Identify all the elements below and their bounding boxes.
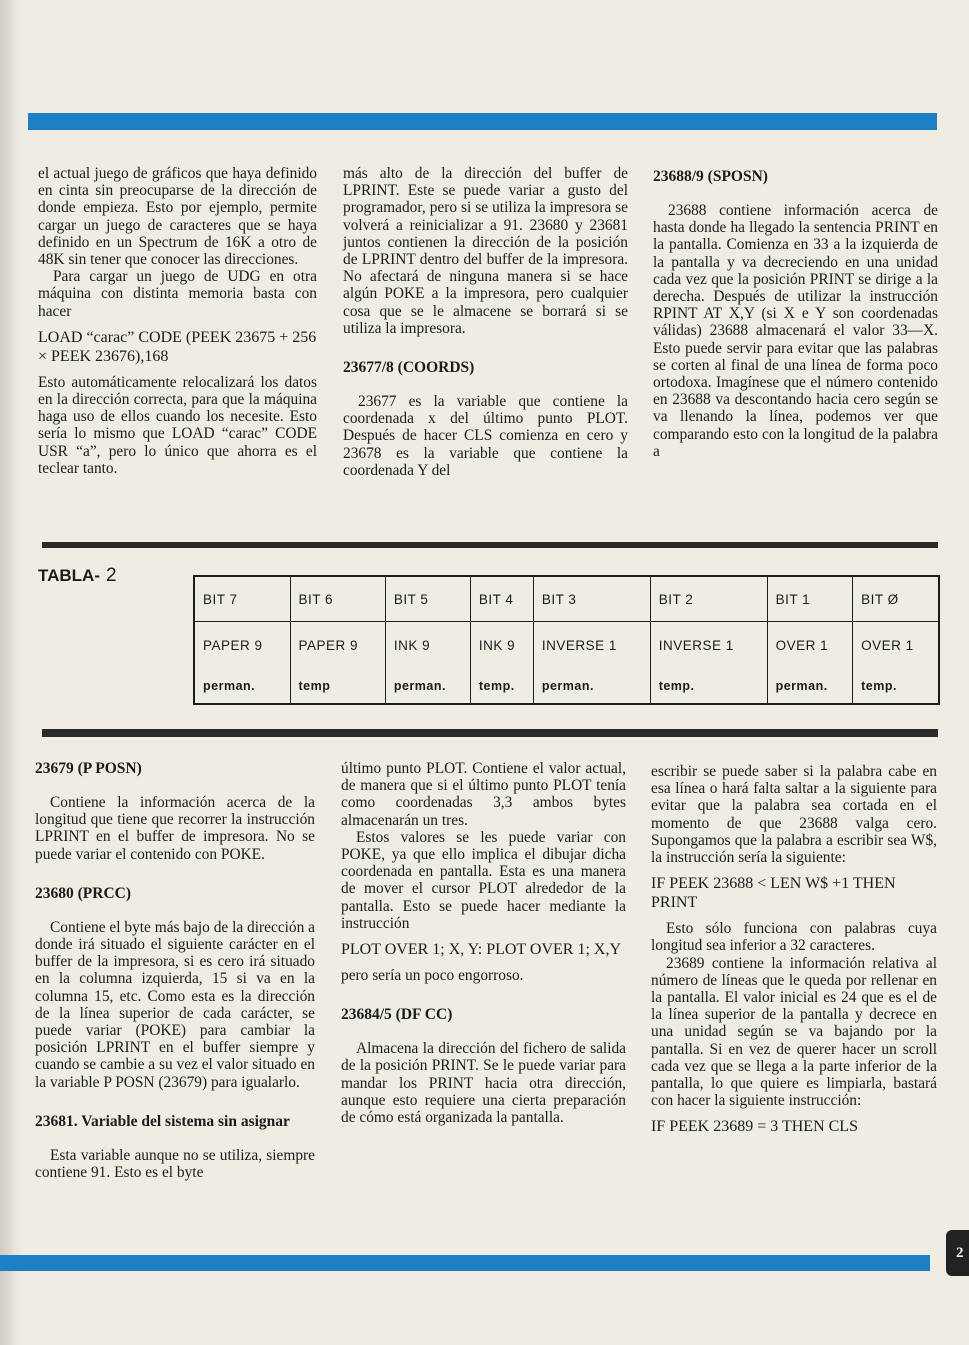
paragraph: Esta variable aunque no se utiliza, siempre contiene 91. Esto es el byte [35,1146,315,1182]
bit-type-cell: temp. [470,669,533,704]
bottom-blue-bar [0,1255,930,1271]
tabla-label [38,565,117,587]
table-bottom-rule [42,729,938,737]
bit-header-cell: BIT 4 [470,576,533,622]
paragraph: pero sería un poco engorroso. [341,967,524,985]
top-column-3 [653,168,938,460]
section-heading: 23677/8 (COORDS) [343,359,475,377]
paragraph: Contiene el byte más bajo de la dirección a donde irá situado el siguiente carácter en el buffer de la impresora, si es cero irá situado en la columna izquierda, 15 si va en la columna 15, etc. Como esta es la dirección de la línea superior de cada carácter, se puede variar (POKE) para cambiar la posición LPRINT en el buffer siempre y cuando se cambie a su vez el valor situado en la variable P POSN (23679) para igualarlo. [35,918,315,1091]
paragraph: escribir se puede saber si la palabra cabe en esa línea o hará falta saltar a la siguiente para evitar que la palabra sea cortada en el momento de que 23688 valga cero. Supongamos que la palabra a escribir sea W$, la instrucción sería la siguiente: [651,763,937,867]
code-line: IF PEEK 23689 = 3 THEN CLS [651,1118,858,1136]
section-heading: 23688/9 (SPOSN) [653,168,768,185]
bit-type-cell: temp. [650,669,767,704]
section-heading: 23684/5 (DF CC) [341,1006,453,1024]
paragraph: Esto automáticamente relocalizará los datos en la dirección correcta, para que la máquina haga uso de ellos cuando los necesite. Esto sería lo mismo que LOAD “carac” CODE USR “a”, pero lo único que ahorra es el teclear tanto. [38,373,317,477]
paragraph: Almacena la dirección del fichero de salida de la posición PRINT. Se le puede variar para mandar los PRINT hacia otra dirección, aunque esto requiere una cierta preparación de cómo está organizada la pantalla. [341,1040,626,1127]
bottom-column-2 [341,760,626,1126]
bit-attribute-cell: INVERSE 1 [650,622,767,669]
bit-attribute-cell: INK 9 [385,622,470,669]
paragraph: Estos valores se les puede variar con POKE, ya que ello implica el dibujar dicha coordenada en pantalla. Esta es una manera de mover el cursor PLOT alrededor de la pantalla. Esto se puede hacer mediante la instrucción [341,828,626,932]
bits-attribute-row [194,622,939,669]
code-line: IF PEEK 23688 < LEN W$ +1 THEN PRINT [651,875,896,912]
paragraph: más alto de la dirección del buffer de LPRINT. Este se puede variar a gusto del programador, pero si se utiliza la impresora se volverá a reinicializar a 91. 23680 y 23681 juntos contienen la dirección de la posición de LPRINT dentro del buffer de la impresora. No afectará de ninguna manera si se hace algún POKE a la impresora, pero cualquier cosa que se le almacene se borrará si se utiliza la impresora. [343,165,628,337]
section-heading: 23681. Variable del sistema sin asignar [35,1112,290,1130]
code-line: PLOT OVER 1; X, Y: PLOT OVER 1; X,Y [341,941,622,959]
bit-type-cell: perman. [385,669,470,704]
paragraph: el actual juego de gráficos que haya definido en cinta sin preocuparse de la dirección de donde empieza. Esto por ejemplo, permite cargar un juego de caracteres que se haya definido en un Spectrum de 16K a otro de 48K sin tener que conocer las direcciones. [38,165,317,269]
bits-table [193,575,940,705]
bit-attribute-cell: INK 9 [470,622,533,669]
paragraph: 23677 es la variable que contiene la coordenada x del último punto PLOT. Después de hacer CLS comienza en cero y 23678 es la variable que contiene la coordenada Y del [343,393,628,479]
bottom-column-1 [35,760,315,1181]
paragraph: 23689 contiene la información relativa al número de líneas que le queda por rellenar en la pantalla. El valor inicial es 24 que es el de la línea superior de la pantalla y decrece en una unidad según se va bajando por la pantalla. Si en vez de querer hacer un scroll cada vez que se llega a la parte inferior de la pantalla, lo que quiere es limpiarla, bastará con hacer la siguiente instrucción: [651,954,937,1110]
bit-type-cell: perman. [194,669,290,704]
bit-header-cell: BIT 6 [290,576,385,622]
paragraph: 23688 contiene información acerca de hasta donde ha llegado la sentencia PRINT en la pantalla. Comienza en 33 a la izquierda de la pantalla y va decreciendo en una unidad cada vez que la posición PRINT se dirige a la derecha. Después de utilizar la instrucción RPINT AT X,Y (si X e Y son coordenadas válidas) 23688 almacenará el valor 33—X. Esto puede servir para evitar que las palabras se corten al final de una línea de forma poco ortodoxa. Imagínese que el número contenido en 23688 va descontando hacia cero según se va llenando la línea, podemos ver que comparando esto con la longitud de la palabra a [653,202,938,460]
section-heading: 23679 (P POSN) [35,760,142,777]
bit-attribute-cell: OVER 1 [853,622,939,669]
table-top-rule [42,542,938,548]
bit-header-cell: BIT 7 [194,576,290,622]
paragraph: Contiene la información acerca de la longitud que tiene que recorrer la instrucción LPRINT en el buffer de impresora. No se puede variar el contenido con POKE. [35,794,315,863]
tabla-title: TABLA- [38,566,100,585]
bits-header-row [194,576,939,622]
bottom-column-3 [651,763,937,1136]
bit-attribute-cell: PAPER 9 [194,622,290,669]
bit-attribute-cell: OVER 1 [767,622,853,669]
top-column-2 [343,165,628,479]
bit-header-cell: BIT 1 [767,576,853,622]
bit-attribute-cell: PAPER 9 [290,622,385,669]
page-binding-shadow [0,0,22,1345]
top-column-1 [38,165,317,477]
bit-attribute-cell: INVERSE 1 [533,622,650,669]
bit-type-cell: perman. [533,669,650,704]
bit-header-cell: BIT Ø [853,576,939,622]
bits-type-row [194,669,939,704]
bit-type-cell: perman. [767,669,853,704]
section-heading: 23680 (PRCC) [35,884,131,902]
page-number: 2 [956,1245,964,1261]
page-number-tab [946,1230,969,1276]
paragraph: Esto sólo funciona con palabras cuya longitud sea inferior a 32 caracteres. [651,920,937,955]
bit-header-cell: BIT 3 [533,576,650,622]
bit-type-cell: temp [290,669,385,704]
paragraph: último punto PLOT. Contiene el valor actual, de manera que si el último punto PLOT tenía como coordenadas 3,3 ambos bytes almacenarán un tres. [341,760,626,829]
bit-type-cell: temp. [853,669,939,704]
bit-header-cell: BIT 2 [650,576,767,622]
tabla-number: 2 [106,565,117,586]
code-line: LOAD “carac” CODE (PEEK 23675 + 256 × PEEK 23676),168 [38,328,317,365]
bit-header-cell: BIT 5 [385,576,470,622]
paragraph: Para cargar un juego de UDG en otra máquina con distinta memoria basta con hacer [38,268,317,320]
top-blue-bar [28,113,937,130]
